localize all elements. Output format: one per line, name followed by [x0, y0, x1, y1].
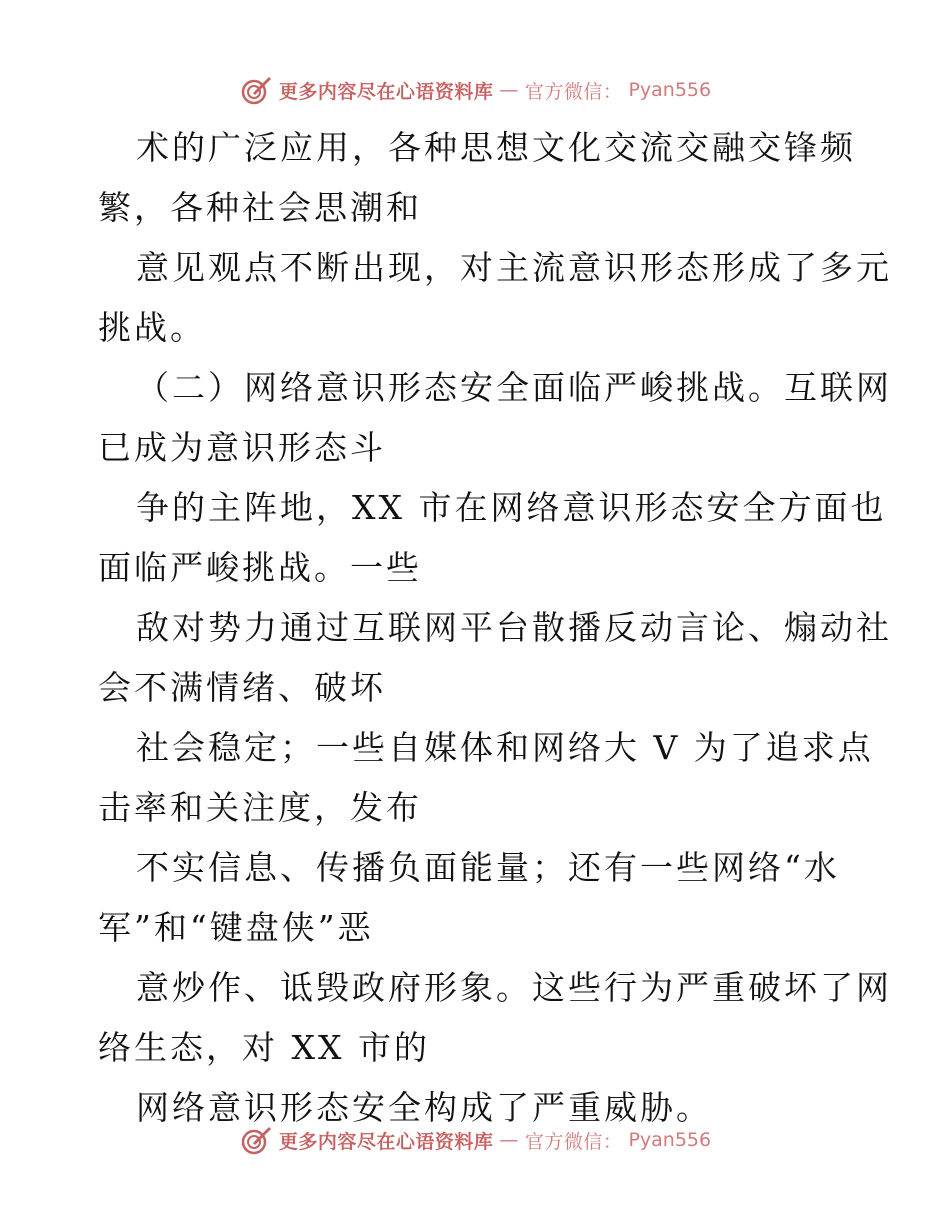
quill-logo-icon [239, 1123, 273, 1157]
body-line: 意炒作、诋毁政府形象。这些行为严重破坏了网 [136, 968, 892, 1007]
watermark-dash: — [499, 79, 519, 101]
body-line: 已成为意识形态斗 [98, 428, 386, 467]
body-line: 社会稳定；一些自媒体和网络大 V 为了追求点 [136, 728, 874, 767]
watermark-handle: Pyan556 [628, 1129, 712, 1151]
footer-watermark [0, 1120, 950, 1160]
body-line: （二）网络意识形态安全面临严峻挑战。互联网 [136, 368, 892, 407]
body-line: 面临严峻挑战。一些 [98, 548, 422, 587]
body-line: 意见观点不断出现，对主流意识形态形成了多元 [136, 248, 892, 287]
body-line: 网络意识形态安全构成了严重威胁。 [136, 1088, 712, 1127]
quill-logo-icon [239, 73, 273, 107]
body-line: 敌对势力通过互联网平台散播反动言论、煽动社 [136, 608, 892, 647]
header-watermark [0, 70, 950, 110]
body-line: 争的主阵地，XX 市在网络意识形态安全方面也 [136, 488, 887, 527]
body-line: 络生态，对 XX 市的 [98, 1028, 430, 1067]
body-line: 不实信息、传播负面能量；还有一些网络“水 [136, 848, 840, 887]
body-line: 术的广泛应用，各种思想文化交流交融交锋频 [136, 128, 856, 167]
watermark-suffix: 官方微信： [524, 80, 623, 103]
body-line: 军”和“键盘侠”恶 [98, 908, 374, 947]
body-line: 击率和关注度，发布 [98, 788, 422, 827]
body-line: 繁，各种社会思潮和 [98, 188, 422, 227]
document-body [98, 118, 892, 1138]
watermark-handle: Pyan556 [628, 79, 712, 101]
watermark-suffix: 官方微信： [524, 1130, 623, 1153]
watermark-dash: — [499, 1129, 519, 1151]
watermark-text: 更多内容尽在心语资料库 [278, 80, 494, 103]
watermark-text: 更多内容尽在心语资料库 [278, 1130, 494, 1153]
body-line: 挑战。 [98, 308, 206, 347]
body-line: 会不满情绪、破坏 [98, 668, 386, 707]
